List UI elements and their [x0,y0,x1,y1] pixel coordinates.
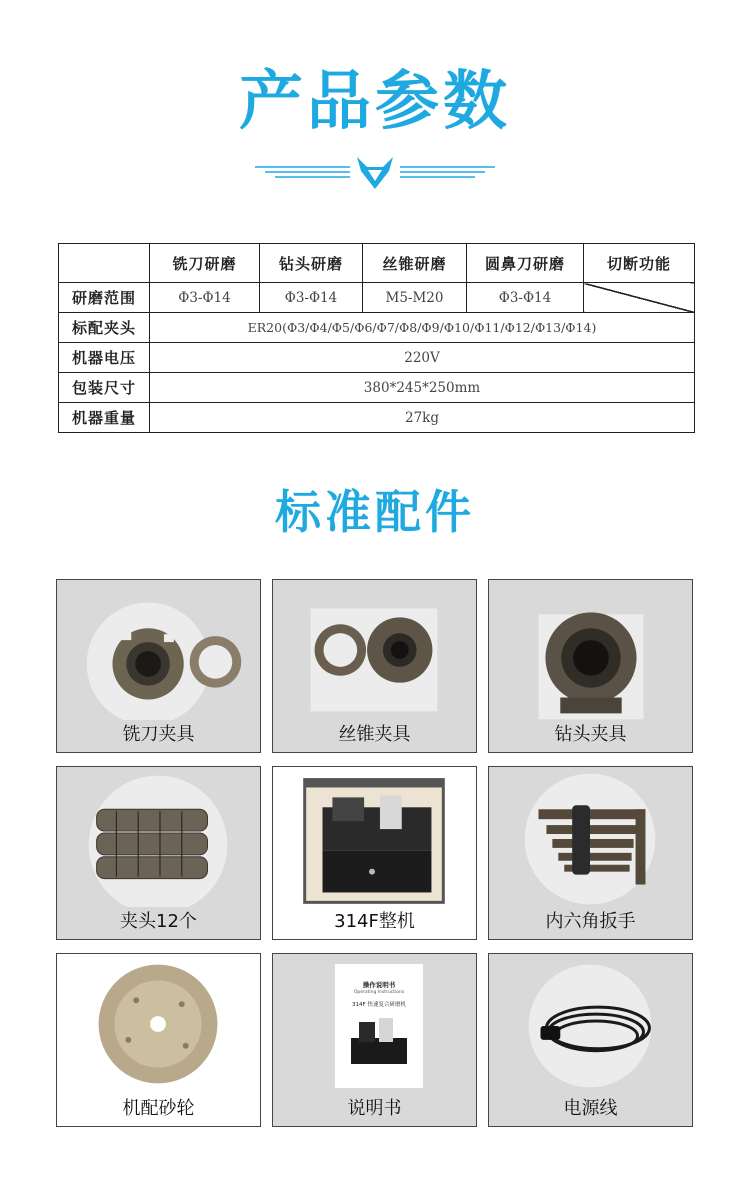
accessory-card [272,766,477,940]
section-title: 标准配件 [275,485,475,539]
hex-keys-photo-icon [489,767,692,907]
spec-corner-cell [59,244,150,283]
spec-row-package [59,373,695,403]
spec-cell: Φ3-Φ14 [260,283,363,313]
grinding-wheel-photo-icon [57,954,260,1094]
manual-model: 314F 快速复合研磨机 [352,1002,406,1008]
milling-fixture-photo-icon [57,580,260,720]
accessory-card [488,953,693,1127]
spec-row-label: 机器电压 [59,343,150,373]
accessory-label: 314F整机 [334,911,415,932]
spec-row-voltage [59,343,695,373]
accessory-label: 内六角扳手 [545,911,636,932]
spec-cell-empty [584,283,695,313]
spec-table [58,243,695,433]
spec-row-label: 包装尺寸 [59,373,150,403]
manual-title: 操作说明书 [362,981,396,989]
spec-col-header: 圆鼻刀研磨 [467,244,584,283]
spec-col-header: 丝锥研磨 [363,244,467,283]
accessory-card [488,766,693,940]
accessory-card [272,953,477,1127]
spec-row-range [59,283,695,313]
bull-head-divider-icon [255,155,495,191]
spec-row-label: 研磨范围 [59,283,150,313]
tap-fixture-photo-icon [273,580,476,720]
accessory-label: 铣刀夹具 [122,724,195,745]
page-title: 产品参数 [239,65,511,139]
accessory-label: 电源线 [563,1098,618,1119]
accessory-card [56,579,261,753]
manual-photo-icon [335,964,423,1088]
accessory-label: 说明书 [347,1098,402,1119]
accessory-card [56,766,261,940]
spec-cell: 27kg [150,403,695,433]
spec-col-header: 铣刀研磨 [150,244,260,283]
spec-header-row [59,244,695,283]
manual-subtitle: Operating Instructions [353,990,405,995]
spec-cell: Φ3-Φ14 [150,283,260,313]
collets-photo-icon [57,767,260,907]
spec-row-weight [59,403,695,433]
accessory-card [56,953,261,1127]
spec-cell: ER20(Φ3/Φ4/Φ5/Φ6/Φ7/Φ8/Φ9/Φ10/Φ11/Φ12/Φ13/Φ14) [150,313,695,343]
spec-row-label: 标配夹头 [59,313,150,343]
accessory-label: 钻头夹具 [554,724,627,745]
machine-photo-icon [273,767,476,907]
spec-cell: M5-M20 [363,283,467,313]
spec-cell: Φ3-Φ14 [467,283,584,313]
accessory-label: 丝锥夹具 [338,724,411,745]
accessory-label: 机配砂轮 [122,1098,195,1119]
spec-cell: 380*245*250mm [150,373,695,403]
spec-row-label: 机器重量 [59,403,150,433]
accessory-card [488,579,693,753]
spec-cell: 220V [150,343,695,373]
accessory-card [272,579,477,753]
accessory-label: 夹头12个 [120,911,197,932]
drill-fixture-photo-icon [489,580,692,720]
spec-col-header: 钻头研磨 [260,244,363,283]
power-cord-photo-icon [489,954,692,1094]
spec-row-collet [59,313,695,343]
spec-col-header: 切断功能 [584,244,695,283]
